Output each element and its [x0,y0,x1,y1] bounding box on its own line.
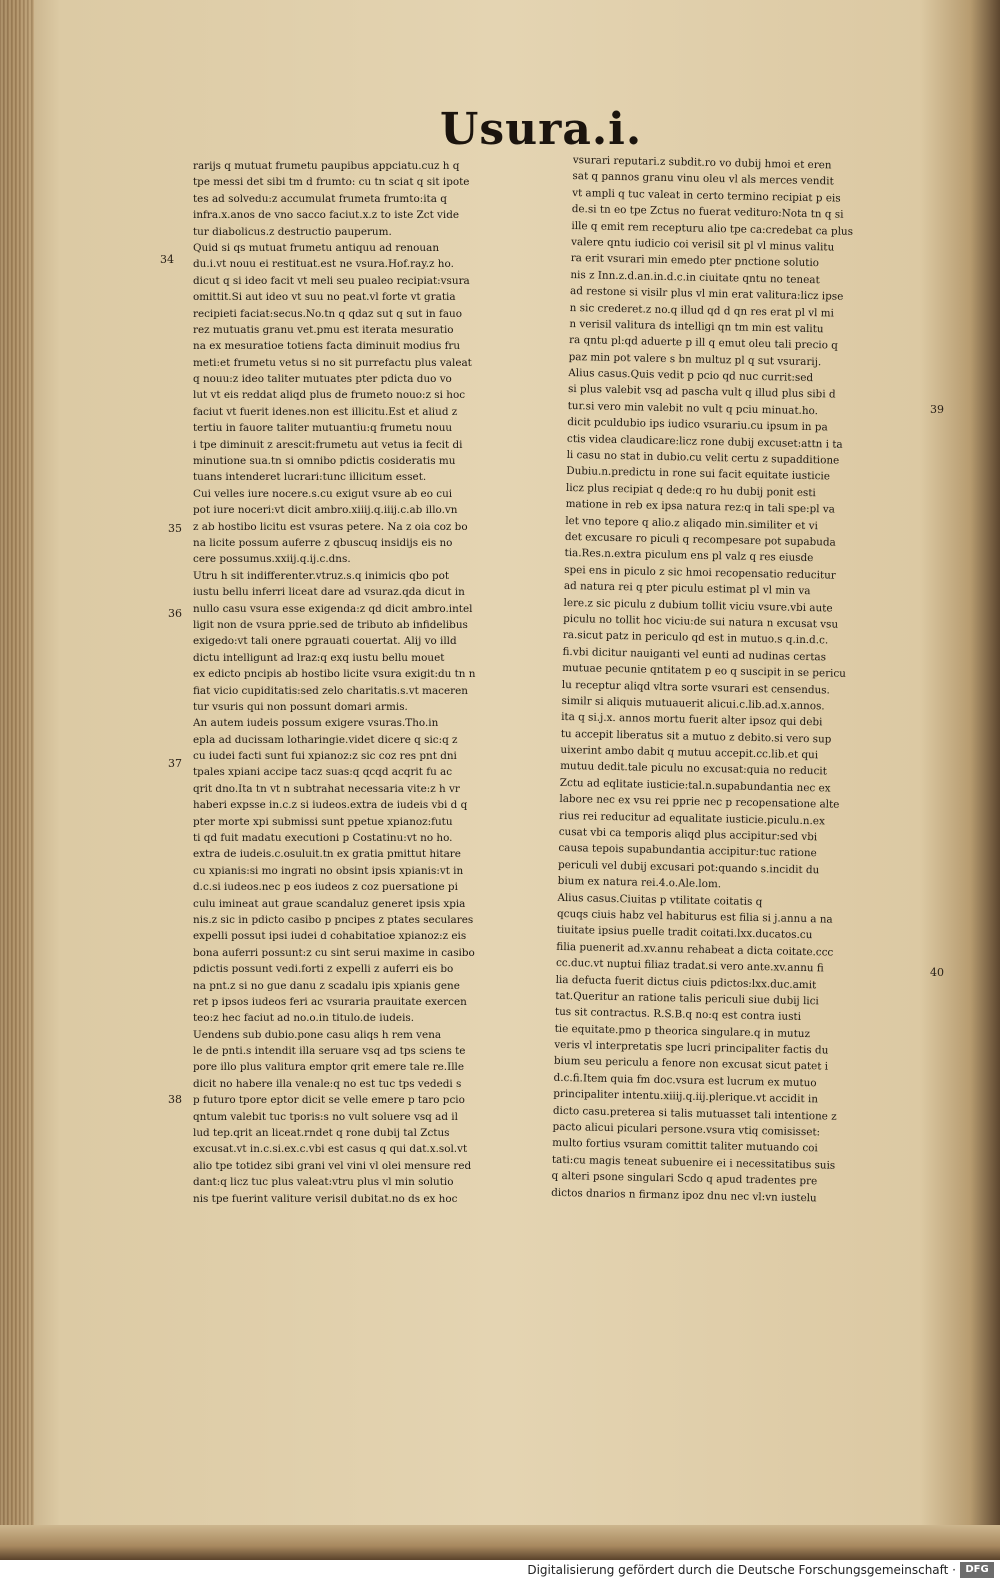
text-line: na pnt.z si no gue danu z scadalu ipis xpianis gene [193,979,460,992]
text-line: d.c.si iudeos.nec p eos iudeos z coz puersatione pi [193,881,458,894]
text-line: periculi vel dubij excusari pot:quando s.incidit du [557,858,820,877]
text-line: Alius casus.Ciuitas p vtilitate coitatis q [557,891,763,908]
text-line: si plus valebit vsq ad pascha vult q illud plus sibi d [567,383,836,402]
text-line: fi.vbi dicitur nauiganti vel eunti ad nudinas certas [562,645,827,664]
text-line: dant:q licz tuc plus valeat:vtru plus vl min solutio [193,1176,454,1189]
text-line: p futuro tpore eptor dicit se velle emere p taro pcio [193,1094,465,1107]
text-line: teo:z hec faciut ad no.o.in titulo.de iudeis. [193,1012,415,1025]
margin-number: 36 [168,607,182,620]
text-line: nis.z sic in pdicto casibo p pncipes z ptates seculares [193,913,474,926]
text-line: cc.duc.vt nuptui filiaz tradat.si vero ante.xv.annu fi [555,956,824,975]
text-line: tiuitate ipsius puelle tradit coitati.lxx.ducatos.cu [556,924,813,942]
text-line: tur.si vero min valebit no vult q pciu minuat.ho. [567,399,819,418]
text-line: cu xpianis:si mo ingrati no obsint ipsis xpianis:vt in [193,864,464,877]
text-line: expelli possut ipsi iudei d cohabitatioe xpianoz:z eis [193,930,467,943]
text-line: principaliter intentu.xiiij.q.iij.plerique.vt accidit in [553,1088,819,1106]
text-line: haberi expsse in.c.z si iudeos.extra de iudeis vbi d q [193,799,468,812]
text-line: ra qntu pl:qd aduerte p ill q emut oleu tali precio q [568,334,838,352]
text-line: qrit dno.Ita tn vt n subtrahat necessaria vite:z h vr [193,782,460,795]
footer-credit-text: Digitalisierung gefördert durch die Deutsche Forschungsgemeinschaft · [527,1563,956,1577]
text-line: Zctu ad eqlitate iusticie:tal.n.supabundantia nec ex [559,776,831,795]
margin-number: 35 [168,522,182,535]
text-line: tu accepit liberatus sit a mutuo z debito.si vero sup [560,727,832,746]
text-line: n verisil valitura ds intelligi qn tm min est valitu [569,317,824,336]
text-line: qntum valebit tuc tporis:s no vult soluere vsq ad il [193,1110,458,1123]
margin-number: 37 [168,757,182,770]
text-line: veris vl interpretatis spe lucri principaliter factis du [554,1038,829,1057]
text-line: rius rei reducitur ad equalitate iusticie.piculu.n.ex [558,809,826,828]
text-line: tur vsuris qui non possunt domari armis. [193,700,408,713]
text-line: bona auferri possunt:z cu sint serui maxime in casibo [193,946,475,959]
text-line: culu imineat aut graue scandaluz generet ipsis xpia [193,897,466,910]
text-line: nis tpe fuerint valiture verisil dubitat.no ds ex hoc [193,1192,458,1205]
margin-number: 38 [168,1093,182,1106]
text-line: li casu no stat in dubio.cu velit certu z supadditione [566,448,840,467]
text-line: licz plus recipiat q dede:q ro hu dubij ponit esti [565,481,816,499]
text-line: lu receptur aliqd vltra sorte vsurari est censendus. [561,678,830,696]
text-line: omittit.Si aut ideo vt suu no peat.vl forte vt gratia [193,291,456,304]
text-line: Dubiu.n.predictu in rone sui facit equitate iusticie [566,465,831,483]
text-line: de.si tn eo tpe Zctus no fuerat vedituro:Nota tn q si [571,203,844,221]
text-line: na ex mesuratioe totiens facta diminuit modius fru [193,340,461,353]
text-line: faciut vt fuerit idenes.non est illicitu.Est et aliud z [193,405,458,418]
text-line: qcuqs ciuis habz vel habiturus est filia si j.annu a na [556,907,833,926]
text-line: n sic crederet.z no.q illud qd d qn res erat pl vl mi [569,301,835,320]
text-line: mutuae pecunie qntitatem p eo q suscipit in se pericu [562,661,847,680]
text-line: vt ampli q tuc valeat in certo termino recipiat p eis [572,186,841,205]
text-line: vsurari reputari.z subdit.ro vo dubij hmoi et eren [572,153,832,172]
text-line: nullo casu vsura esse exigenda:z qd dicit ambro.intel [193,602,473,615]
text-line: sat q pannos granu vinu oleu vl als merces vendit [572,170,834,188]
footer-bar [0,1560,1000,1581]
text-line: ti qd fuit madatu executioni p Costatinu:vt no ho. [193,832,453,845]
text-line: q nouu:z ideo taliter mutuates pter pdicta duo vo [193,373,452,386]
text-line: iustu bellu inferri liceat dare ad vsuraz.qda dicut in [193,586,465,599]
text-line: nis z Inn.z.d.an.in.d.c.in ciuitate qntu no teneat [570,268,820,286]
text-line: tpe messi det sibi tm d frumto: cu tn sciat q sit ipote [193,176,470,189]
text-line: cusat vbi ca temporis aliqd plus accipitur:sed vbi [558,825,818,844]
text-line: cere possumus.xxiij.q.ij.c.dns. [193,553,351,566]
text-line: piculu no tollit hoc viciu:de sui natura n excusat vsu [563,612,839,631]
text-line: tie equitate.pmo p theorica singulare.q in mutuz [554,1022,811,1040]
text-line: q alteri psone singulari Scdo q apud tradentes pre [551,1169,818,1188]
text-line: ctis videa claudicare:licz rone dubij excuset:attn i ta [566,432,843,451]
text-line: Alius casus.Quis vedit p pcio qd nuc currit:sed [568,367,814,385]
text-line: d.c.fi.Item quia fm doc.vsura est lucrum ex mutuo [553,1071,817,1090]
text-line: paz min pot valere s bn multuz pl q sut vsurarij. [568,350,822,368]
text-line: matione in reb ex ipsa natura rez:q in tali spe:pl va [565,498,836,516]
text-line: tur diabolicus.z destructio pauperum. [193,225,392,238]
text-line: Utru h sit indifferenter.vtruz.s.q inimicis qbo pot [193,569,450,582]
text-line: dicut q si ideo facit vt meli seu pualeo recipiat:vsura [193,274,470,287]
dfg-logo: DFG [960,1562,994,1578]
text-line: i tpe diminuit z arescit:frumetu aut vetus ia fecit di [193,438,463,451]
text-line: infra.x.anos de vno sacco faciut.x.z to iste Zct vide [193,209,460,222]
margin-number: 39 [930,403,944,416]
text-line: spei ens in piculo z sic hmoi recopensatio reducitur [564,563,836,582]
text-line: le de pnti.s intendit illa seruare vsq ad tps sciens te [193,1045,466,1058]
text-line: bium seu periculu a fenore non excusat sicut patet i [553,1055,829,1074]
text-line: ex edicto pncipis ab hostibo licite vsura exigit:du tn n [193,668,476,681]
text-line: tes ad solvedu:z accumulat frumeta frumto:ita q [193,192,447,205]
text-line: labore nec ex vsu rei pprie nec p recopensatione alte [559,793,840,811]
text-line: multo fortius vsuram comittit taliter mutuando coi [552,1137,818,1155]
text-line: lere.z sic piculu z dubium tollit viciu vsure.vbi aute [563,596,833,615]
text-line: dictos dnarios n firmanz ipoz dnu nec vl:vn iustelu [551,1186,817,1204]
text-line: excusat.vt in.c.si.ex.c.vbi est casus q qui dat.x.sol.vt [193,1143,468,1156]
text-line: alio tpe totidez sibi grani vel vini vl olei mensure red [193,1159,472,1172]
left-text-column [193,158,551,1207]
text-line: filia puenerit ad.xv.annu rehabeat a dicta coitate.ccc [556,940,834,959]
text-line: pdictis possunt vedi.forti z expelli z auferri eis bo [193,963,454,976]
page-edge-left [0,0,34,1560]
text-line: tat.Queritur an ratione talis periculi siue dubij lici [555,989,819,1008]
text-line: z ab hostibo licitu est vsuras petere. Na z oia coz bo [193,520,468,533]
text-line: tati:cu magis teneat subuenire ei i necessitatibus suis [551,1153,836,1172]
text-line: recipieti faciat:secus.No.tn q qdaz sut q sut in fauo [193,307,462,320]
text-line: let vno tepore q alio.z aliqado min.similiter et vi [565,514,818,532]
text-line: tus sit contractus. R.S.B.q no:q est contra iusti [554,1006,802,1024]
text-line: An autem iudeis possum exigere vsuras.Tho.in [193,717,439,730]
text-line: ille q emit rem recepturu alio tpe ca:credebat ca plus [571,219,854,238]
page-edge-bottom [0,1525,1000,1560]
margin-number: 34 [160,253,174,266]
text-line: dicit pculdubio ips iudico vsurariu.cu ipsum in pa [567,416,828,434]
page-header-title: Usura.i. [440,104,643,155]
text-line: ad natura rei q pter piculu estimat pl vl min va [563,580,811,598]
text-line: pacto alicui piculari persone.vsura vtiq comisisset: [552,1120,821,1139]
margin-number: 40 [930,966,944,979]
text-line: Cui velles iure nocere.s.cu exigut vsure ab eo cui [193,487,453,500]
text-line: rez mutuatis granu vet.pmu est iterata mesuratio [193,323,454,336]
text-line: minutione sua.tn si omnibo pdictis cosideratis mu [193,455,456,468]
text-line: dicit no habere illa venale:q no est tuc tps vededi s [193,1077,462,1090]
text-line: det excusare ro piculi q recompesare pot supabuda [564,530,836,549]
text-line: dictu intelligunt ad lraz:q exq iustu bellu mouet [193,651,445,664]
text-line: epla ad ducissam lotharingie.videt dicere q sic:q z [193,733,458,746]
text-line: exigedo:vt tali onere pgrauati couertat. Alij vo illd [193,635,457,648]
text-line: cu iudei facti sunt fui xpianoz:z sic coz res pnt dni [193,750,457,763]
text-line: pot iure noceri:vt dicit ambro.xiiij.q.iiij.c.ab illo.vn [193,504,458,517]
text-line: ra erit vsurari min emedo pter pnctione solutio [570,252,820,270]
text-line: dicto casu.preterea si talis mutuasset tali intentione z [552,1104,837,1123]
text-line: mutuu dedit.tale piculu no excusat:quia no reducit [560,760,827,778]
text-line: ret p ipsos iudeos feri ac vsuraria prauitate exercen [193,995,467,1008]
text-line: tpales xpiani accipe tacz suas:q qcqd acqrit fu ac [193,766,453,779]
text-line: extra de iudeis.c.osuluit.tn ex gratia pmittut hitare [193,848,461,861]
text-line: rarijs q mutuat frumetu paupibus appciatu.cuz h q [193,160,460,172]
text-line: pore illo plus valitura emptor qrit emere tale re.Ille [193,1061,465,1074]
text-line: meti:et frumetu vetus si no sit purrefactu plus valeat [193,356,472,369]
right-text-column [551,152,933,1208]
text-line: similr si aliquis mutuauerit alicui.c.lib.ad.x.annos. [561,694,825,713]
text-line: na licite possum auferre z qbuscuq insidijs eis no [193,536,453,549]
text-line: lut vt eis reddat aliqd plus de frumeto nouo:z si hoc [193,389,466,402]
text-line: causa tepois supabundantia accipitur:tuc ratione [558,842,817,860]
text-line: du.i.vt nouu ei restituat.est ne vsura.Hof.ray.z ho. [193,258,454,271]
text-line: valere qntu iudicio coi verisil sit pl vl minus valitu [570,235,835,254]
text-line: tia.Res.n.extra piculum ens pl valz q res eiusde [564,547,814,565]
text-line: Quid si qs mutuat frumetu antiquu ad renouan [193,241,440,254]
text-line: fiat vicio cupiditatis:sed zelo charitatis.s.vt maceren [193,684,468,697]
text-line: lud tep.qrit an liceat.rndet q rone dubij tal Zctus [193,1127,450,1140]
text-line: ad restone si visilr plus vl min erat valitura:licz ipse [569,285,844,303]
text-line: uixerint ambo dabit q mutuu accepit.cc.lib.et qui [560,743,819,762]
text-line: pter morte xpi submissi sunt ppetue xpianoz:futu [193,815,453,828]
text-line: Uendens sub dubio.pone casu aliqs h rem vena [193,1028,442,1041]
text-line: bium ex natura rei.4.o.Ale.lom. [557,875,722,891]
text-line: lia defucta fuerit dictus ciuis pdictos:lxx.duc.amit [555,973,817,991]
text-line: ligit non de vsura pprie.sed de tributo ab infidelibus [193,618,468,631]
text-line: tertiu in fauore taliter mutuantiu:q frumetu nouu [193,422,453,435]
text-line: tuans intenderet lucrari:tunc illicitum esset. [193,471,427,484]
text-line: ita q si.j.x. annos mortu fuerit alter ipsoz qui debi [561,711,823,729]
text-line: ra.sicut patz in periculo qd est in mutuo.s q.in.d.c. [562,629,829,647]
